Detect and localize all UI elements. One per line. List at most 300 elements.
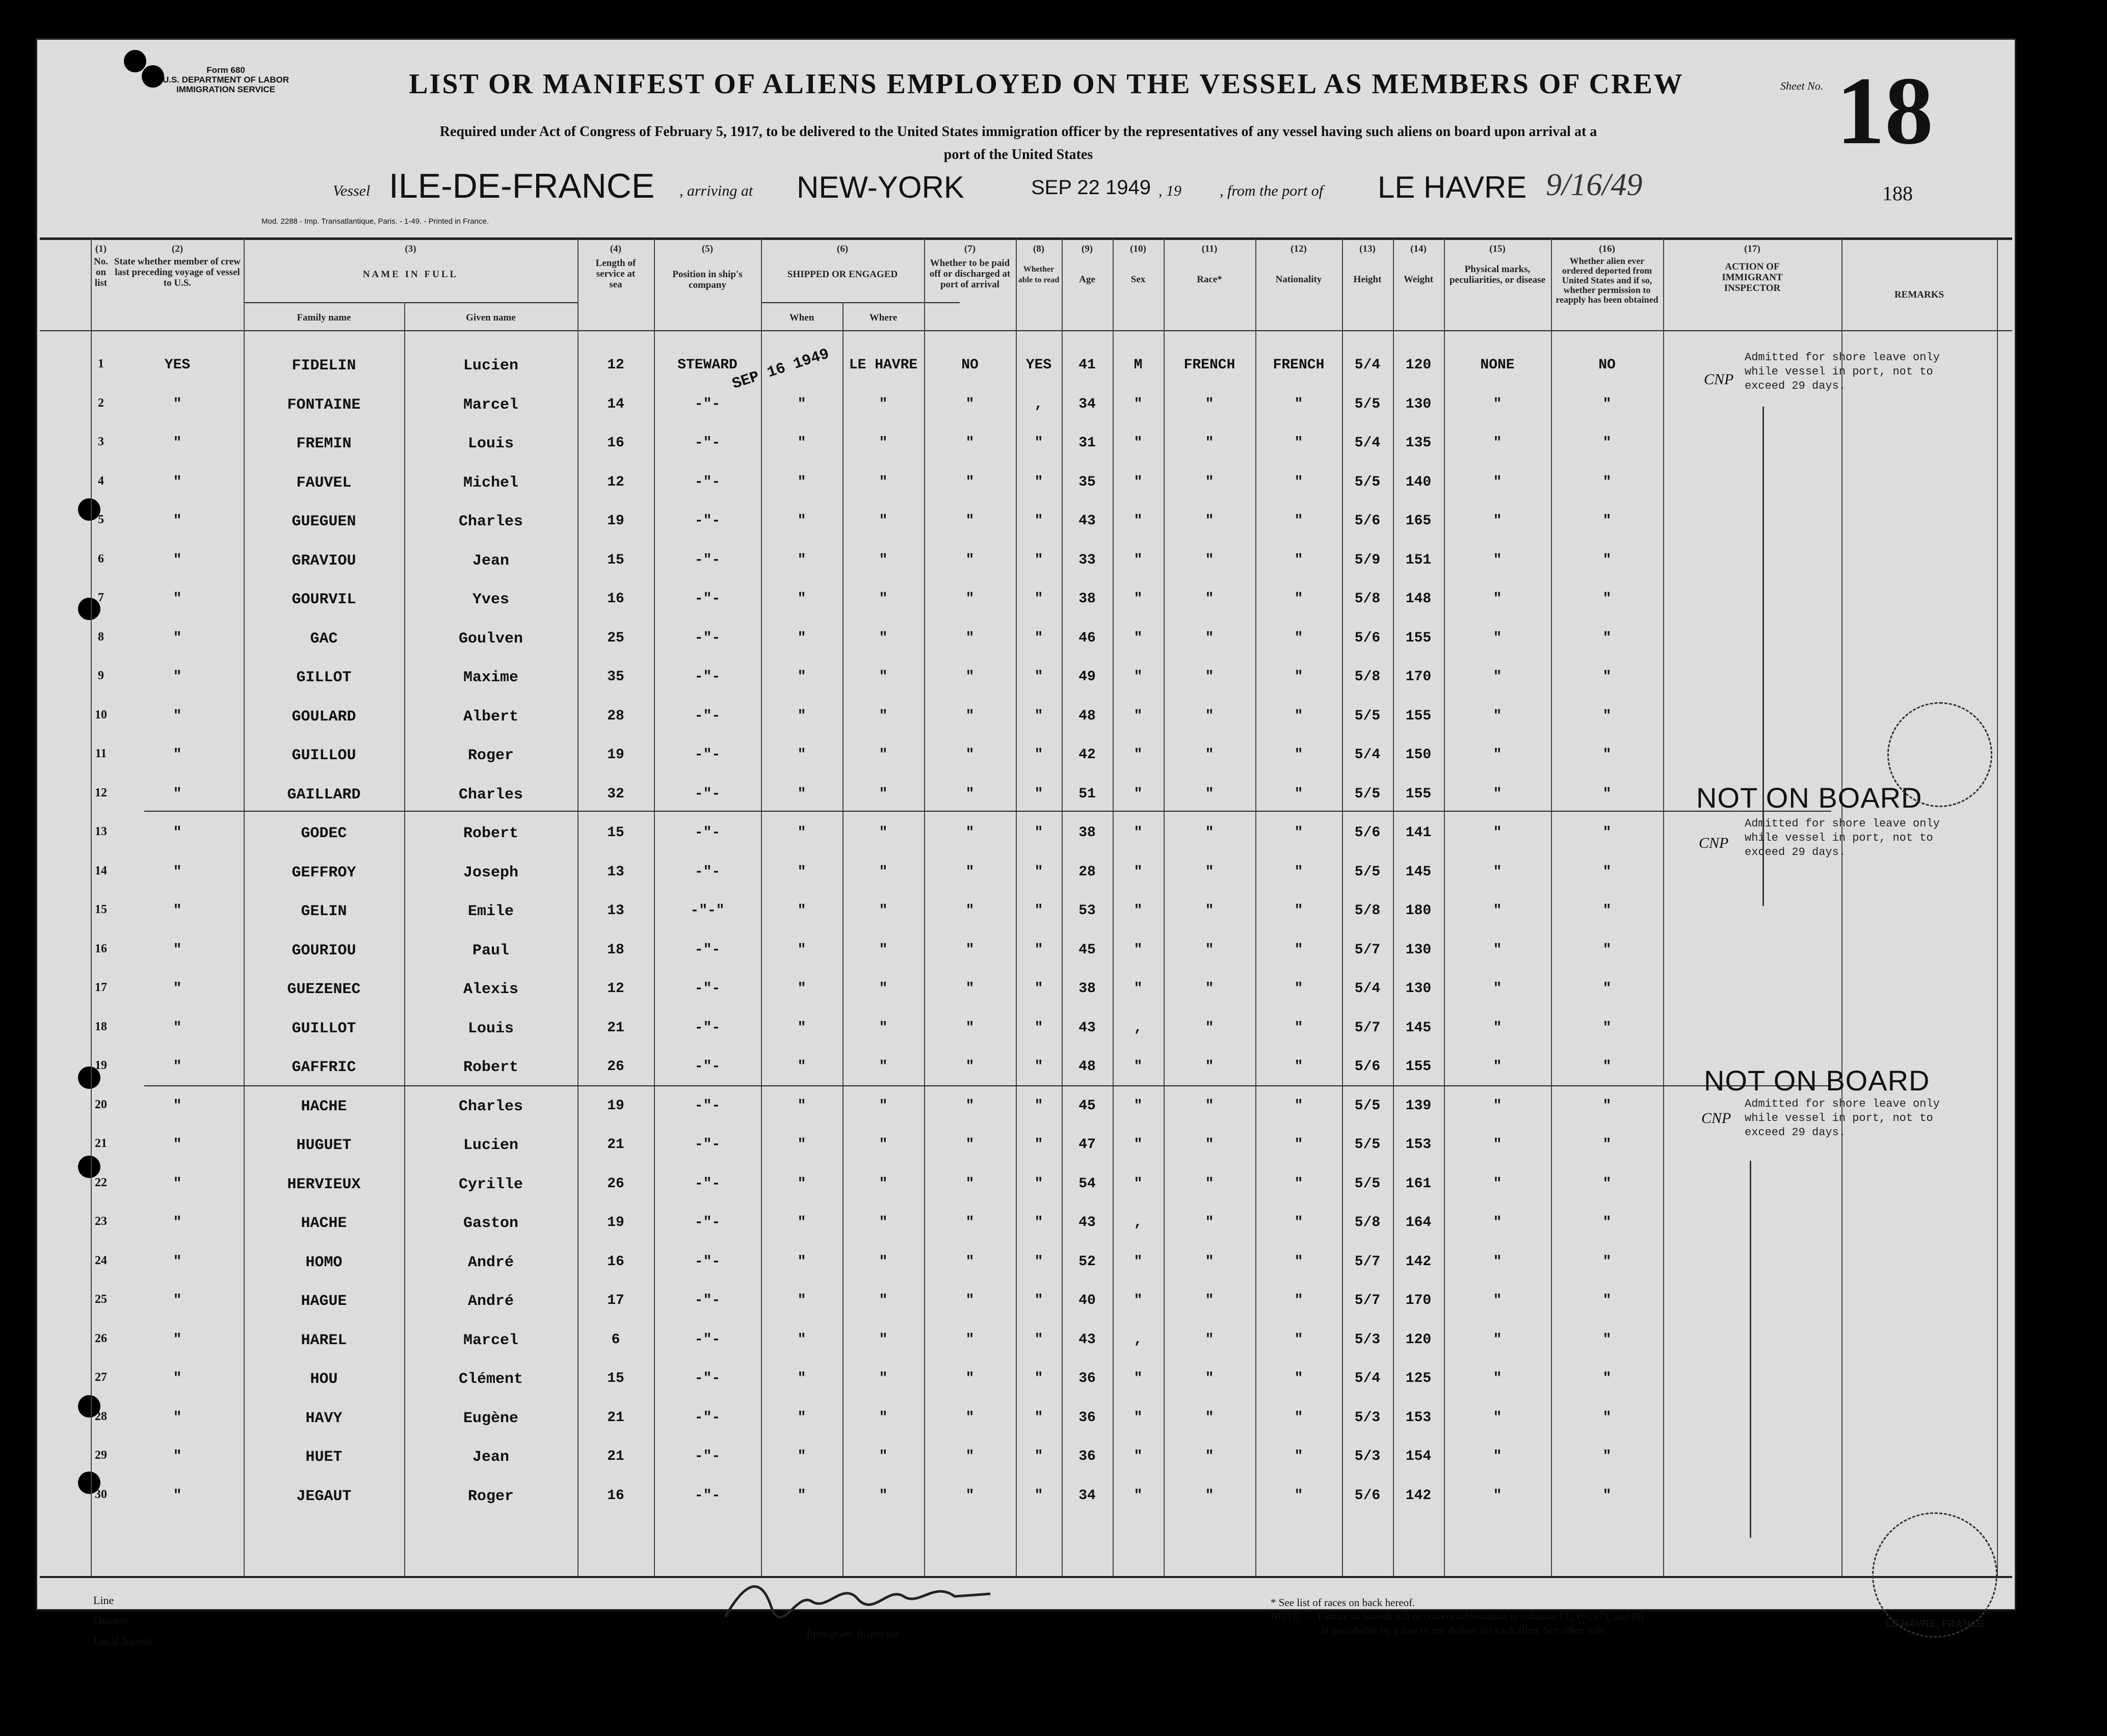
cell-weight: 145 (1405, 1020, 1432, 1036)
cell-able-to-read: " (1034, 513, 1043, 529)
cell-physical-marks: " (1493, 1254, 1502, 1270)
cell-paid-off: " (965, 825, 975, 841)
cell-race: " (1205, 1020, 1214, 1036)
cell-family-name: GOULARD (292, 708, 356, 726)
cell-sex: " (1134, 1137, 1143, 1153)
cell-age: 42 (1078, 747, 1096, 763)
cell-weight: 120 (1405, 357, 1432, 373)
cell-sex: " (1134, 396, 1143, 412)
cell-shipped-when: " (797, 1020, 806, 1036)
cell-row-number: 12 (95, 786, 107, 799)
cell-shipped-where: " (879, 942, 888, 958)
cell-sex: " (1134, 747, 1143, 763)
cell-length-of-service: 16 (607, 1488, 624, 1504)
col16-header: Whether alien ever ordered deported from United States and if so, whether permission to reapply has been obtained (1556, 256, 1658, 305)
cell-position: -"- (694, 708, 721, 724)
cell-previous-voyage: " (173, 747, 182, 763)
cell-family-name: HOU (310, 1371, 338, 1388)
cell-age: 36 (1078, 1449, 1096, 1464)
cell-previous-voyage: " (173, 513, 182, 529)
cell-race: " (1205, 1449, 1214, 1464)
cell-previous-voyage: " (173, 708, 182, 724)
cell-given-name: Marcel (463, 1332, 519, 1349)
cell-length-of-service: 17 (607, 1293, 624, 1308)
cell-row-number: 5 (98, 513, 104, 526)
cell-length-of-service: 6 (611, 1332, 620, 1348)
cell-weight: 154 (1405, 1449, 1432, 1464)
cell-length-of-service: 12 (607, 357, 624, 373)
cell-weight: 130 (1405, 981, 1432, 997)
cell-deported: " (1602, 1020, 1612, 1036)
cell-deported: " (1602, 435, 1612, 451)
cell-position: -"- (694, 396, 721, 412)
cell-given-name: Louis (467, 435, 514, 452)
cell-deported: " (1602, 1449, 1612, 1464)
cell-physical-marks: " (1493, 591, 1502, 607)
cell-race: " (1205, 747, 1214, 763)
cell-able-to-read: " (1034, 591, 1043, 607)
footer-note-3: is punishable by a fine of ten dollars for each alien. See other side. (1322, 1624, 1606, 1636)
cell-paid-off: " (965, 1059, 975, 1075)
cell-age: 43 (1078, 1215, 1096, 1231)
cell-race: " (1205, 1410, 1214, 1426)
cell-nationality: " (1294, 513, 1303, 529)
cell-paid-off: NO (961, 357, 979, 373)
cell-race: " (1205, 435, 1214, 451)
cell-shipped-where: " (879, 591, 888, 607)
cell-family-name: GUILLOT (292, 1020, 356, 1037)
cell-previous-voyage: " (173, 903, 182, 919)
cell-weight: 120 (1405, 1332, 1432, 1348)
cell-row-number: 26 (95, 1332, 107, 1345)
cell-row-number: 16 (95, 942, 107, 955)
cell-length-of-service: 21 (607, 1410, 624, 1426)
cell-position: -"- (694, 552, 721, 568)
cell-deported: " (1602, 864, 1612, 880)
cell-previous-voyage: " (173, 825, 182, 841)
cell-shipped-when: " (797, 1098, 806, 1114)
from-label: , from the port of (1220, 182, 1324, 199)
cell-able-to-read: " (1034, 1332, 1043, 1348)
cell-length-of-service: 21 (607, 1137, 624, 1153)
sheet-label: Sheet No. (1780, 79, 1824, 92)
cell-nationality: " (1294, 669, 1303, 685)
cell-position: -"- (694, 864, 721, 880)
cell-sex: , (1134, 1332, 1143, 1348)
cell-height: 5/6 (1354, 630, 1381, 646)
not-on-board-stamp-1: NOT ON BOARD (1696, 782, 1922, 814)
cell-previous-voyage: " (173, 474, 182, 490)
cell-weight: 153 (1405, 1137, 1432, 1153)
department: U.S. DEPARTMENT OF LABOR (162, 75, 289, 85)
cell-given-name: André (467, 1254, 514, 1271)
cell-weight: 141 (1405, 825, 1432, 841)
cell-given-name: Lucien (463, 1137, 519, 1154)
cell-able-to-read: " (1034, 1371, 1043, 1386)
cell-sex: " (1134, 630, 1143, 646)
cell-given-name: Cyrille (458, 1176, 523, 1193)
col14-header: Weight (1403, 274, 1434, 285)
cell-age: 48 (1078, 708, 1096, 724)
cell-height: 5/4 (1354, 1371, 1381, 1386)
cell-able-to-read: " (1034, 1449, 1043, 1464)
col3-header: NAME IN FULL (362, 269, 459, 280)
cell-sex: " (1134, 1488, 1143, 1504)
cell-shipped-when: " (797, 1176, 806, 1192)
cell-age: 36 (1078, 1410, 1096, 1426)
cell-height: 5/3 (1354, 1449, 1381, 1464)
punch-hole (124, 50, 146, 72)
cell-shipped-when: " (797, 747, 806, 763)
cell-age: 34 (1078, 396, 1096, 412)
cell-sex: " (1134, 552, 1143, 568)
cell-shipped-where: " (879, 474, 888, 490)
col4-number: (4) (610, 244, 622, 254)
cell-position: -"- (694, 942, 721, 958)
cell-age: 40 (1078, 1293, 1096, 1308)
cell-sex: " (1134, 1176, 1143, 1192)
cell-row-number: 29 (95, 1449, 107, 1462)
cell-family-name: HAREL (301, 1332, 347, 1349)
cell-paid-off: " (965, 1254, 975, 1270)
cell-position: -"- (694, 630, 721, 646)
cell-given-name: Robert (463, 1059, 519, 1076)
cell-age: 49 (1078, 669, 1096, 685)
cell-length-of-service: 14 (607, 396, 624, 412)
cell-given-name: Yves (472, 591, 509, 608)
cell-age: 38 (1078, 825, 1096, 841)
cell-nationality: " (1294, 1059, 1303, 1075)
cell-sex: , (1134, 1020, 1143, 1036)
shipped-date-stamp: SEP 16 1949 (730, 345, 832, 393)
cell-physical-marks: " (1493, 435, 1502, 451)
cell-previous-voyage: " (173, 1371, 182, 1386)
cell-shipped-when: " (797, 513, 806, 529)
cell-previous-voyage: " (173, 1137, 182, 1153)
cell-shipped-when: " (797, 825, 806, 841)
cell-weight: 170 (1405, 1293, 1432, 1308)
cell-length-of-service: 13 (607, 864, 624, 880)
cell-family-name: GEFFROY (292, 864, 356, 882)
cell-family-name: GOURVIL (292, 591, 356, 608)
cell-sex: " (1134, 513, 1143, 529)
cell-height: 5/7 (1354, 942, 1381, 958)
cell-given-name: Maxime (463, 669, 519, 686)
cell-able-to-read: " (1034, 552, 1043, 568)
col13-header: Height (1353, 274, 1382, 285)
cell-row-number: 2 (98, 396, 104, 410)
cell-able-to-read: " (1034, 1176, 1043, 1192)
cell-previous-voyage: " (173, 1020, 182, 1036)
cell-length-of-service: 26 (607, 1059, 624, 1075)
shipped-subheader-line (761, 302, 960, 303)
cell-deported: " (1602, 591, 1612, 607)
col-line (1997, 238, 1998, 1576)
cell-previous-voyage: " (173, 591, 182, 607)
cell-row-number: 20 (95, 1098, 107, 1111)
cell-given-name: Goulven (458, 630, 523, 648)
cell-weight: 139 (1405, 1098, 1432, 1114)
cell-able-to-read: " (1034, 474, 1043, 490)
cell-shipped-where: " (879, 786, 888, 802)
cell-weight: 130 (1405, 942, 1432, 958)
cell-family-name: HAVY (305, 1410, 343, 1427)
cell-weight: 140 (1405, 474, 1432, 490)
cell-position: -"- (694, 1449, 721, 1464)
inspector-label: Immigrant Inspector (806, 1627, 899, 1640)
footer-owners-label: Owners (93, 1614, 128, 1627)
cell-sex: " (1134, 1449, 1143, 1464)
cell-height: 5/5 (1354, 1137, 1381, 1153)
cell-family-name: GAFFRIC (292, 1059, 356, 1076)
cell-paid-off: " (965, 591, 975, 607)
cell-given-name: Gaston (463, 1215, 519, 1232)
cell-sex: " (1134, 1293, 1143, 1308)
cell-weight: 142 (1405, 1254, 1432, 1270)
cell-height: 5/6 (1354, 1488, 1381, 1504)
cell-shipped-where: " (879, 1332, 888, 1348)
cell-height: 5/8 (1354, 903, 1381, 919)
cell-able-to-read: " (1034, 1098, 1043, 1114)
cell-family-name: FIDELIN (292, 357, 356, 375)
cell-sex: " (1134, 474, 1143, 490)
cell-paid-off: " (965, 552, 975, 568)
cell-physical-marks: " (1493, 786, 1502, 802)
cell-row-number: 18 (95, 1020, 107, 1033)
cell-age: 43 (1078, 1332, 1096, 1348)
cell-row-number: 4 (98, 474, 104, 488)
cell-previous-voyage: " (173, 942, 182, 958)
cell-paid-off: " (965, 435, 975, 451)
cell-shipped-where: " (879, 552, 888, 568)
cell-nationality: " (1294, 1332, 1303, 1348)
cell-race: " (1205, 513, 1214, 529)
cell-age: 45 (1078, 942, 1096, 958)
cell-able-to-read: " (1034, 747, 1043, 763)
cell-paid-off: " (965, 903, 975, 919)
cell-height: 5/7 (1354, 1293, 1381, 1308)
cell-weight: 130 (1405, 396, 1432, 412)
cell-age: 36 (1078, 1371, 1096, 1386)
cell-family-name: HERVIEUX (287, 1176, 361, 1193)
cell-physical-marks: " (1493, 1449, 1502, 1464)
cell-height: 5/5 (1354, 708, 1381, 724)
inspector-signature (715, 1571, 1000, 1632)
cell-height: 5/3 (1354, 1410, 1381, 1426)
cell-sex: " (1134, 942, 1143, 958)
col-line (1663, 238, 1664, 1576)
footer-line-label: Line (93, 1594, 114, 1607)
cell-race: " (1205, 864, 1214, 880)
cell-age: 43 (1078, 1020, 1096, 1036)
cell-nationality: " (1294, 1176, 1303, 1192)
col1-header: No. on list (94, 256, 108, 288)
cell-shipped-where: " (879, 1371, 888, 1386)
cell-able-to-read: " (1034, 1488, 1043, 1504)
cell-able-to-read: " (1034, 435, 1043, 451)
cell-physical-marks: " (1493, 1020, 1502, 1036)
cell-weight: 145 (1405, 864, 1432, 880)
cell-shipped-when: " (797, 435, 806, 451)
cell-nationality: " (1294, 1020, 1303, 1036)
footer-note-2: NOTE. — Failure to furnish full or correct information in columns (3), (6), (7), and (8) (1271, 1610, 1644, 1622)
cell-row-number: 1 (98, 357, 104, 370)
cell-shipped-when: " (797, 981, 806, 997)
cell-given-name: Marcel (463, 396, 519, 414)
cell-able-to-read: , (1034, 396, 1043, 412)
cell-age: 43 (1078, 513, 1096, 529)
cell-deported: " (1602, 630, 1612, 646)
name-subheader-line (244, 302, 577, 303)
cell-previous-voyage: " (173, 396, 182, 412)
cell-race: " (1205, 1293, 1214, 1308)
cell-able-to-read: " (1034, 825, 1043, 841)
cell-deported: " (1602, 1371, 1612, 1386)
cell-height: 5/4 (1354, 357, 1381, 373)
cell-length-of-service: 15 (607, 552, 624, 568)
col7-header: Whether to be paid off or discharged at port of arrival (929, 258, 1011, 290)
cell-physical-marks: " (1493, 1371, 1502, 1386)
cell-shipped-where: " (879, 1293, 888, 1308)
cell-previous-voyage: " (173, 1410, 182, 1426)
cell-race: " (1205, 474, 1214, 490)
cell-physical-marks: " (1493, 396, 1502, 412)
subtitle-line-1: Required under Act of Congress of February 5, 1917, to be delivered to the United States immigration officer by the representatives of any vessel having such aliens on board upon arrival at a (439, 124, 1597, 140)
cell-able-to-read: " (1034, 903, 1043, 919)
cell-height: 5/4 (1354, 435, 1381, 451)
col12-header: Nationality (1275, 274, 1322, 285)
cell-age: 34 (1078, 1488, 1096, 1504)
cell-length-of-service: 35 (607, 669, 624, 685)
cell-age: 51 (1078, 786, 1096, 802)
cell-given-name: Michel (463, 474, 519, 492)
cell-physical-marks: " (1493, 708, 1502, 724)
arrival-date: SEP 22 1949 (1031, 176, 1151, 199)
cell-position: -"- (694, 1059, 721, 1075)
service: IMMIGRATION SERVICE (176, 85, 275, 94)
cell-previous-voyage: YES (164, 357, 191, 373)
cell-given-name: Louis (467, 1020, 514, 1037)
cell-paid-off: " (965, 1293, 975, 1308)
form-title: LIST OR MANIFEST OF ALIENS EMPLOYED ON THE VESSEL AS MEMBERS OF CREW (409, 68, 1684, 100)
cell-physical-marks: " (1493, 474, 1502, 490)
col9-number: (9) (1081, 244, 1093, 254)
cell-weight: 155 (1405, 630, 1432, 646)
cell-given-name: Roger (467, 1488, 514, 1505)
cell-shipped-where: " (879, 513, 888, 529)
cell-height: 5/7 (1354, 1254, 1381, 1270)
cell-weight: 148 (1405, 591, 1432, 607)
cell-nationality: " (1294, 1137, 1303, 1153)
cell-position: -"- (694, 825, 721, 841)
cell-family-name: GRAVIOU (292, 552, 356, 570)
cell-given-name: Robert (463, 825, 519, 842)
cell-age: 38 (1078, 591, 1096, 607)
cell-previous-voyage: " (173, 1059, 182, 1075)
cnp-mark-2: CNP (1699, 835, 1729, 851)
cell-age: 38 (1078, 981, 1096, 997)
cell-physical-marks: " (1493, 513, 1502, 529)
cell-length-of-service: 26 (607, 1176, 624, 1192)
cell-length-of-service: 16 (607, 591, 624, 607)
cell-sex: " (1134, 1098, 1143, 1114)
cell-paid-off: " (965, 1137, 975, 1153)
cell-given-name: Roger (467, 747, 514, 764)
cell-length-of-service: 15 (607, 1371, 624, 1386)
cell-row-number: 8 (98, 630, 104, 644)
cell-position: -"- (694, 1371, 721, 1386)
cell-physical-marks: " (1493, 1410, 1502, 1426)
cell-row-number: 14 (95, 864, 107, 877)
cell-position: -"- (694, 786, 721, 802)
cell-physical-marks: " (1493, 825, 1502, 841)
form-number: Form 680 (206, 65, 245, 75)
cell-shipped-where: " (879, 1449, 888, 1464)
cell-shipped-where: " (879, 1215, 888, 1231)
cell-length-of-service: 18 (607, 942, 624, 958)
cell-deported: " (1602, 552, 1612, 568)
cell-height: 5/6 (1354, 825, 1381, 841)
cell-deported: " (1602, 825, 1612, 841)
cell-family-name: FONTAINE (287, 396, 361, 414)
cell-height: 5/5 (1354, 864, 1381, 880)
col15-header: Physical marks, peculiarities, or disease (1449, 264, 1546, 285)
cell-physical-marks: " (1493, 942, 1502, 958)
cell-family-name: HUET (305, 1449, 343, 1466)
cell-previous-voyage: " (173, 1176, 182, 1192)
cell-given-name: Jean (472, 1449, 509, 1466)
vessel-name: ILE-DE-FRANCE (389, 167, 655, 205)
cell-weight: 155 (1405, 786, 1432, 802)
cell-family-name: GAC (310, 630, 338, 648)
cell-nationality: FRENCH (1273, 357, 1325, 373)
cell-given-name: Clément (458, 1371, 523, 1388)
cell-sex: " (1134, 825, 1143, 841)
cell-shipped-where: " (879, 1410, 888, 1426)
cell-length-of-service: 16 (607, 1254, 624, 1270)
cell-previous-voyage: " (173, 786, 182, 802)
cell-sex: " (1134, 981, 1143, 997)
cell-previous-voyage: " (173, 435, 182, 451)
cell-weight: 155 (1405, 1059, 1432, 1075)
cell-previous-voyage: " (173, 981, 182, 997)
cell-able-to-read: " (1034, 981, 1043, 997)
table-bottom-border (40, 1576, 2012, 1578)
cell-shipped-where: " (879, 1254, 888, 1270)
cell-shipped-when: " (797, 786, 806, 802)
cell-deported: " (1602, 903, 1612, 919)
cell-family-name: FAUVEL (296, 474, 352, 492)
cell-position: -"- (694, 1410, 721, 1426)
footer-agents-label: Local Agents (93, 1635, 153, 1647)
cell-weight: 165 (1405, 513, 1432, 529)
cell-deported: " (1602, 1059, 1612, 1075)
cell-age: 45 (1078, 1098, 1096, 1114)
cell-shipped-where: " (879, 435, 888, 451)
cell-paid-off: " (965, 1449, 975, 1464)
cell-deported: " (1602, 1176, 1612, 1192)
cell-nationality: " (1294, 630, 1303, 646)
cell-row-number: 24 (95, 1254, 107, 1267)
cell-previous-voyage: " (173, 1488, 182, 1504)
cell-row-number: 10 (95, 708, 107, 722)
col6-number: (6) (836, 244, 849, 254)
cell-deported: " (1602, 1410, 1612, 1426)
strike-line-row-12 (144, 811, 1831, 812)
punch-hole (78, 1156, 100, 1178)
cell-shipped-where: " (879, 396, 888, 412)
cell-nationality: " (1294, 1410, 1303, 1426)
